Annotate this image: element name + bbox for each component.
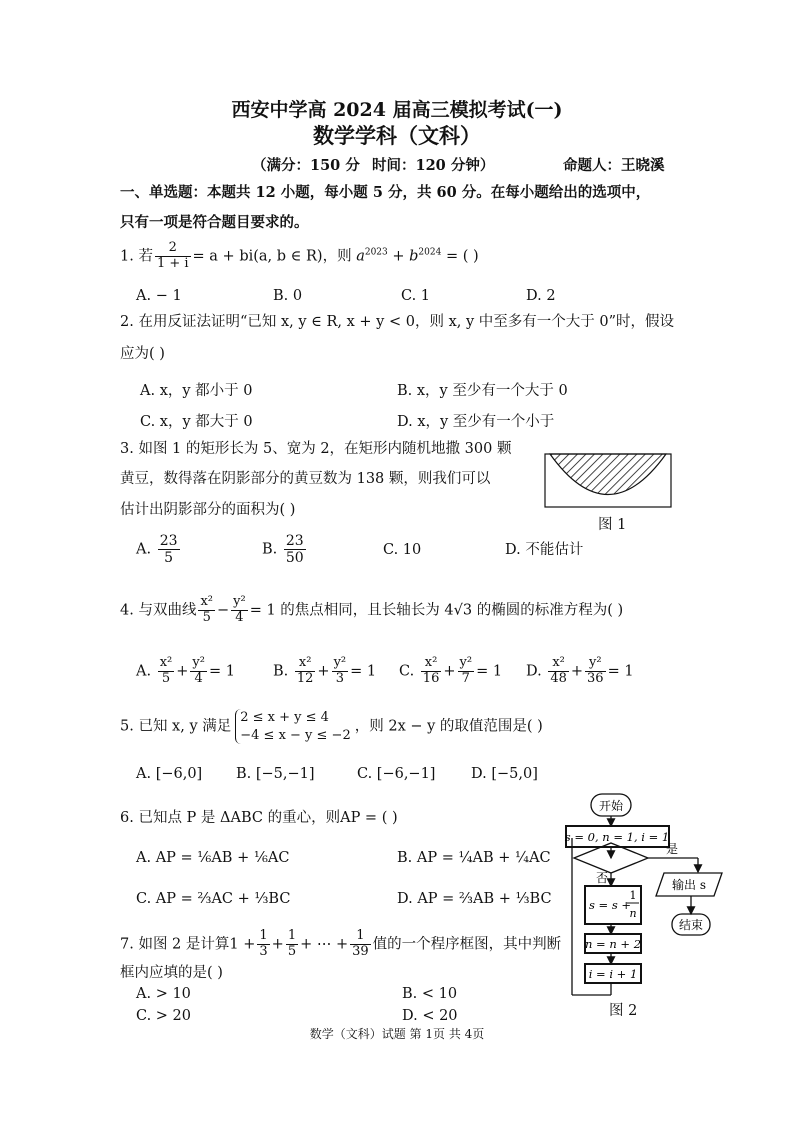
output-label: 输出 s <box>672 878 706 892</box>
q7-option-a: A. > 10 <box>136 986 191 1002</box>
q7-option-c: C. > 20 <box>136 1008 192 1024</box>
q6-option-d: D. AP = ⅔AB + ⅓BC <box>397 891 552 907</box>
q6-option-c: C. AP = ⅔AC + ⅓BC <box>136 891 291 907</box>
q4-option-b: B. $\frac{\text{x²}}{12}$ + $\frac{\text{y²}}{3}$ = 1 <box>273 655 377 686</box>
no-label: 否 <box>596 871 609 885</box>
q1-end: = ( ) <box>445 248 479 265</box>
page-footer: 数学（文科）试题 第 1页 共 4页 <box>309 1027 485 1041</box>
question-6: 6. 已知点 P 是 ΔABC 的重心，则AP = ( ) <box>120 810 398 826</box>
q3-option-d: D. 不能估计 <box>505 542 584 558</box>
q1-fraction: $\frac{2}{1 + i}$ <box>156 240 189 271</box>
time-info: 时间：120 分钟） <box>372 157 495 174</box>
q4-option-a: A. $\frac{\text{x²}}{5}$ + $\frac{\text{y²}}{4}$ = 1 <box>136 655 235 686</box>
question-2-line2: 应为( ) <box>120 346 165 362</box>
q6-option-a: A. AP = ⅙AB + ⅙AC <box>136 850 290 866</box>
q3-option-c: C. 10 <box>383 542 422 558</box>
end-label: 结束 <box>678 918 704 932</box>
q4-option-c: C. $\frac{\text{x²}}{16}$ + $\frac{\text{y²}}{7}$ = 1 <box>399 655 503 686</box>
i-step-label: i = i + 1 <box>588 967 638 981</box>
question-2: 2. 在用反证法证明“已知 x, y ∈ R, x + y < 0，则 x, y 中至多有一个大于 0”时，假设 <box>120 314 675 330</box>
q5-option-a: A. [−6,0] <box>136 766 203 782</box>
q3-option-a: A. $\frac{23}{5}$ <box>136 533 178 567</box>
yes-label: 是 <box>666 842 679 856</box>
section-heading-line2: 只有一项是符合题目要求的。 <box>120 214 309 231</box>
q3-option-b: B. $\frac{23}{50}$ <box>262 533 304 567</box>
q5-option-d: D. [−5,0] <box>471 766 538 782</box>
q7-option-b: B. < 10 <box>402 986 458 1002</box>
question-3: 3. 如图 1 的矩形长为 5、宽为 2，在矩形内随机地撒 300 颗 <box>120 441 512 457</box>
start-label: 开始 <box>598 799 624 813</box>
q5-option-b: B. [−5,−1] <box>236 766 315 782</box>
q4-option-d: D. $\frac{\text{x²}}{48}$ + $\frac{\text{y²}}{36}$ = 1 <box>526 655 634 686</box>
figure-1-caption: 图 1 <box>598 517 627 533</box>
constraint-system: 2 ≤ x + y ≤ 4 −4 ≤ x − y ≤ −2 <box>235 709 350 744</box>
author-info: 命题人：王晓溪 <box>563 157 665 174</box>
q2-option-d: D. x，y 至少有一个小于 <box>397 414 555 430</box>
q7-option-d: D. < 20 <box>402 1008 458 1024</box>
question-4: 4. 与双曲线 $\frac{\text{x²}}{5}$ − $\frac{\text{y²}}{4}$ = 1 的焦点相同，且长轴长为 4√3 的椭圆的标准方程为( ) <box>120 594 624 625</box>
question-7-line2: 框内应填的是( ) <box>120 965 223 981</box>
q6-option-b: B. AP = ¼AB + ¼AC <box>397 850 551 866</box>
question-1: 1. 若 $\frac{2}{1 + i}$ = a + bi(a, b ∈ R)，则 $a^{2023} + b^{2024}$ = ( ) <box>120 240 479 271</box>
question-3-line3: 估计出阴影部分的面积为( ) <box>120 502 296 518</box>
question-7: 7. 如图 2 是计算1 + $\frac{1}{3}$ + $\frac{1}{5}$ + ⋯ + $\frac{1}{39}$ 值的一个程序框图，其中判断 <box>120 928 562 959</box>
q2-option-b: B. x，y 至少有一个大于 0 <box>397 383 568 399</box>
subject-title: 数学学科（文科） <box>313 123 481 148</box>
score-info: （满分：150 分 <box>252 157 360 174</box>
sum-step-label: s = s + <box>589 898 632 912</box>
figure-1-rectangle <box>544 453 672 508</box>
question-3-line2: 黄豆，数得落在阴影部分的黄豆数为 138 颗，则我们可以 <box>120 471 491 487</box>
q2-option-a: A. x，y 都小于 0 <box>140 383 253 399</box>
q1-mid: = a + bi(a, b ∈ R)，则 <box>192 248 352 265</box>
n-step-label: n = n + 2 <box>584 937 642 951</box>
question-5: 5. 已知 x, y 满足 2 ≤ x + y ≤ 4 −4 ≤ x − y ≤ −2 ，则 2x − y 的取值范围是( ) <box>120 710 543 743</box>
exam-title: 西安中学高 2024 届高三模拟考试(一) <box>231 99 563 121</box>
sum-step-den: n <box>629 907 637 920</box>
q1-option-a: A. − 1 <box>136 288 182 304</box>
figure-2-caption: 图 2 <box>609 1003 638 1019</box>
section-heading: 一、单选题：本题共 12 小题，每小题 5 分，共 60 分。在每小题给出的选项中， <box>120 184 651 201</box>
q2-option-c: C. x，y 都大于 0 <box>140 414 253 430</box>
q5-option-c: C. [−6,−1] <box>357 766 436 782</box>
q1-option-d: D. 2 <box>526 288 556 304</box>
flowchart-figure-2 <box>560 790 732 1005</box>
q1-option-b: B. 0 <box>273 288 303 304</box>
q1-prefix: 1. 若 <box>120 248 153 265</box>
q1-option-c: C. 1 <box>401 288 431 304</box>
sum-step-num: 1 <box>629 889 637 902</box>
init-label: s = 0, n = 1, i = 1 <box>564 830 670 844</box>
